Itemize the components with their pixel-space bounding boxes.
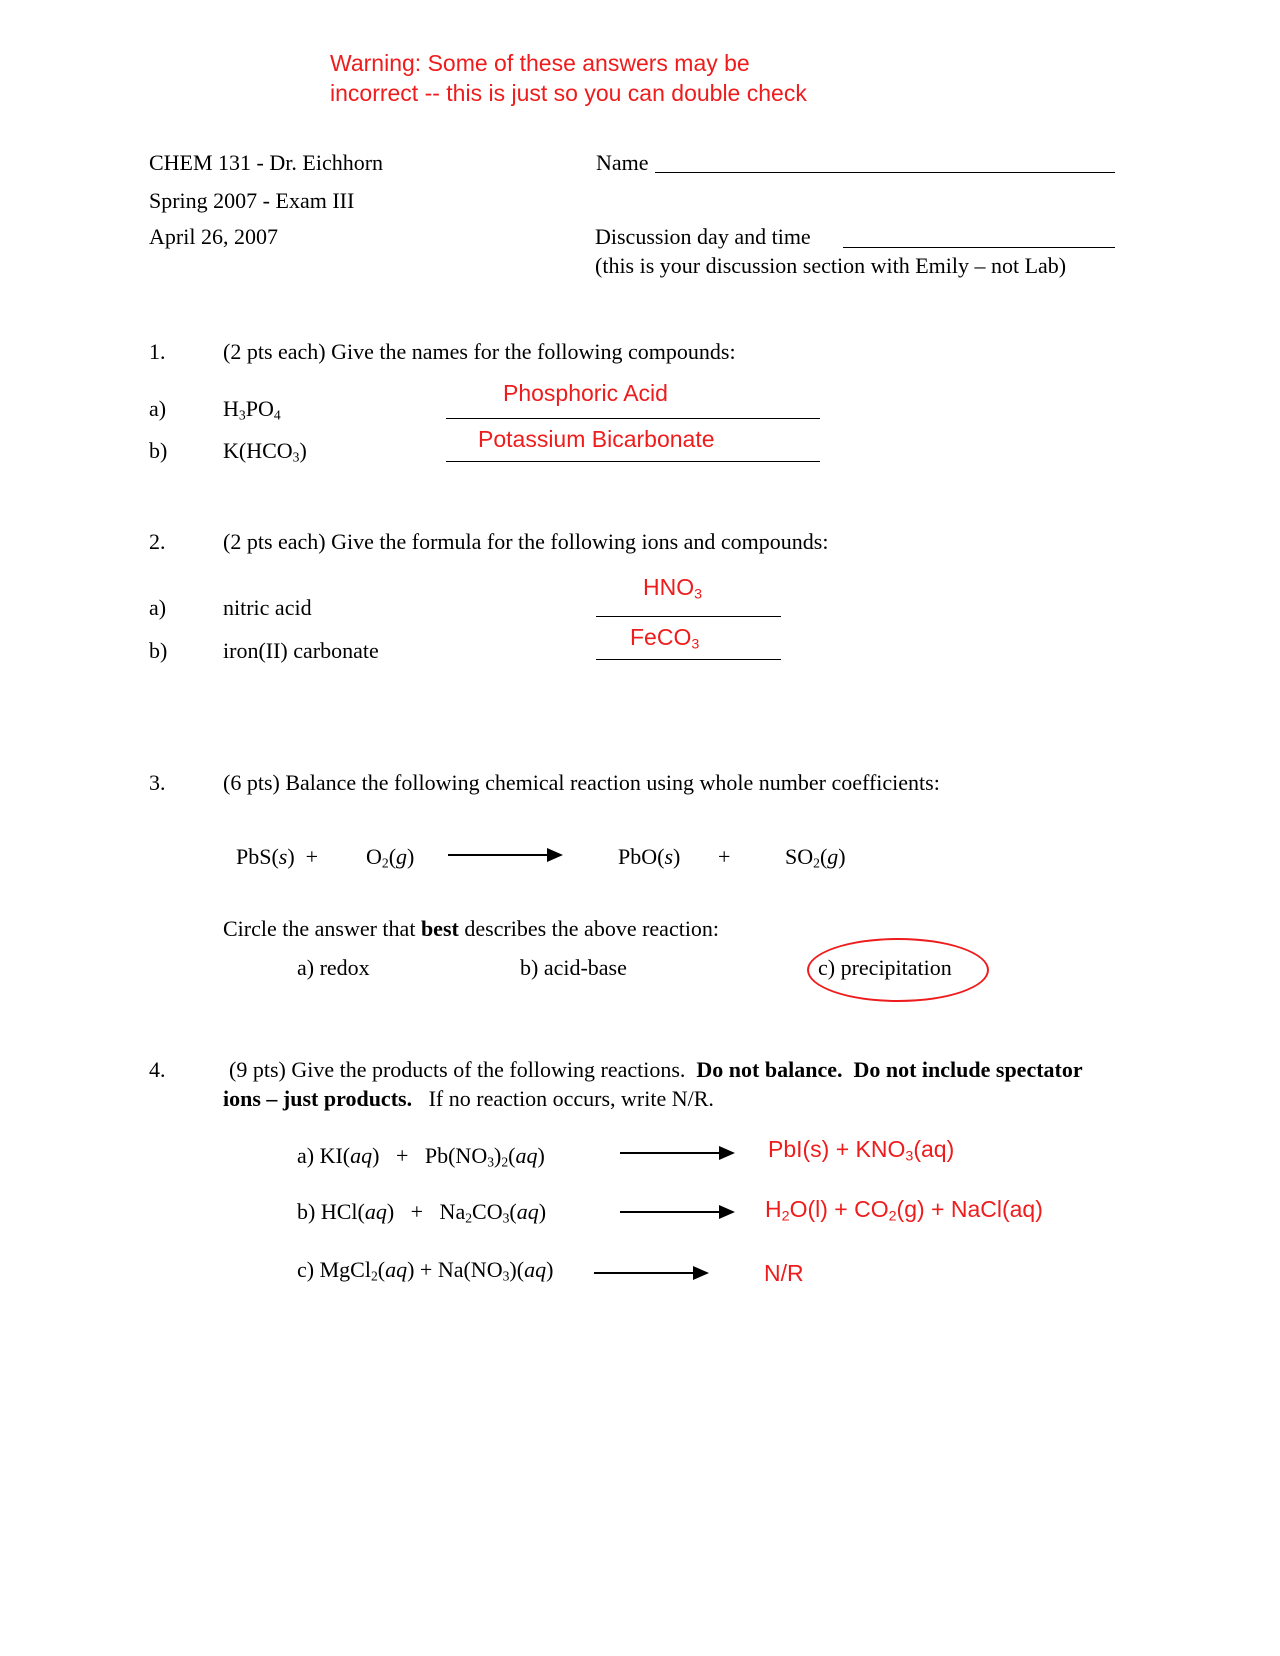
q4-b-reactants: b) $HCl(aq) + Na_2CO_3(aq)$: [297, 1199, 547, 1226]
q1-b-answer-line: [446, 461, 820, 462]
q4-a-arrow: [620, 1146, 735, 1160]
discussion-field-line: [843, 247, 1115, 248]
q2-number: 2.: [149, 529, 166, 554]
q4-number: 4.: [149, 1057, 166, 1082]
q2-b-answer: FeCO$_3$: [630, 624, 700, 653]
q4-c-arrow: [594, 1266, 709, 1280]
exam-date: April 26, 2007: [149, 224, 278, 249]
exam-term: Spring 2007 - Exam III: [149, 188, 355, 213]
q3-number: 3.: [149, 770, 166, 795]
q2-a-label: a): [149, 595, 167, 620]
q3-prompt: (6 pts) Balance the following chemical reaction using whole number coefficients:: [223, 770, 940, 795]
q1-b-formula: $K(HCO_3)$: [223, 438, 307, 465]
q2-b-text: iron(II) carbonate: [223, 638, 379, 663]
q1-prompt: (2 pts each) Give the names for the following compounds:: [223, 339, 736, 364]
q4-b-answer: $H_2O(l) + CO_2(g)$ + NaCl(aq): [765, 1196, 1043, 1225]
q3-reactant-o2: $O_2(g)$: [366, 844, 415, 871]
q4-c-answer: N/R: [764, 1260, 804, 1286]
name-field-line: [655, 172, 1115, 173]
q1-a-formula: $H_3PO_4$: [223, 396, 281, 423]
q3-circle-instruction: Circle the answer that best describes the above reaction:: [223, 916, 720, 941]
course-title: CHEM 131 - Dr. Eichhorn: [149, 150, 384, 175]
q3-answer-circle: [807, 938, 989, 1002]
q2-b-answer-line: [596, 659, 781, 660]
discussion-note: (this is your discussion section with Emily – not Lab): [595, 253, 1067, 278]
q3-product-pbo: PbO(s): [618, 844, 681, 869]
q2-prompt: (2 pts each) Give the formula for the following ions and compounds:: [223, 529, 829, 554]
q3-option-c: c) precipitation: [818, 955, 952, 980]
q3-option-b: b) acid-base: [520, 955, 627, 980]
discussion-label: Discussion day and time: [595, 224, 811, 249]
q1-a-answer: Phosphoric Acid: [503, 380, 668, 406]
q4-a-reactants: a) $KI(aq) + Pb(NO_3)_2(aq)$: [297, 1143, 545, 1170]
q2-a-text: nitric acid: [223, 595, 312, 620]
q2-a-answer-line: [596, 616, 781, 617]
q1-b-answer: Potassium Bicarbonate: [478, 426, 715, 452]
q1-b-label: b): [149, 438, 168, 463]
q1-a-label: a): [149, 396, 167, 421]
q2-b-label: b): [149, 638, 168, 663]
q3-plus: +: [718, 844, 731, 869]
name-label: Name: [596, 150, 649, 175]
q3-reaction-arrow: [448, 848, 563, 862]
q4-b-arrow: [620, 1205, 735, 1219]
q4-prompt-line1: (9 pts) Give the products of the following reactions. Do not balance. Do not include spectator: [229, 1057, 1083, 1082]
q1-number: 1.: [149, 339, 166, 364]
q4-prompt-line2: ions – just products. If no reaction occurs, write N/R.: [223, 1086, 714, 1111]
q2-a-answer: $HNO_3$: [643, 574, 703, 603]
warning-line-2: incorrect -- this is just so you can double check: [330, 80, 807, 106]
q3-option-a: a) redox: [297, 955, 370, 980]
q3-product-so2: $SO_2(g)$: [785, 844, 846, 871]
q3-reactant-pbs: PbS(s) +: [236, 844, 319, 869]
q4-a-answer: $PbI(s) + KNO_3(aq)$: [768, 1136, 955, 1165]
q1-a-answer-line: [446, 418, 820, 419]
warning-line-1: Warning: Some of these answers may be: [330, 50, 750, 76]
q4-c-reactants: c) MgCl$_2$(aq) + $Na(NO_3)(aq)$: [297, 1257, 554, 1284]
